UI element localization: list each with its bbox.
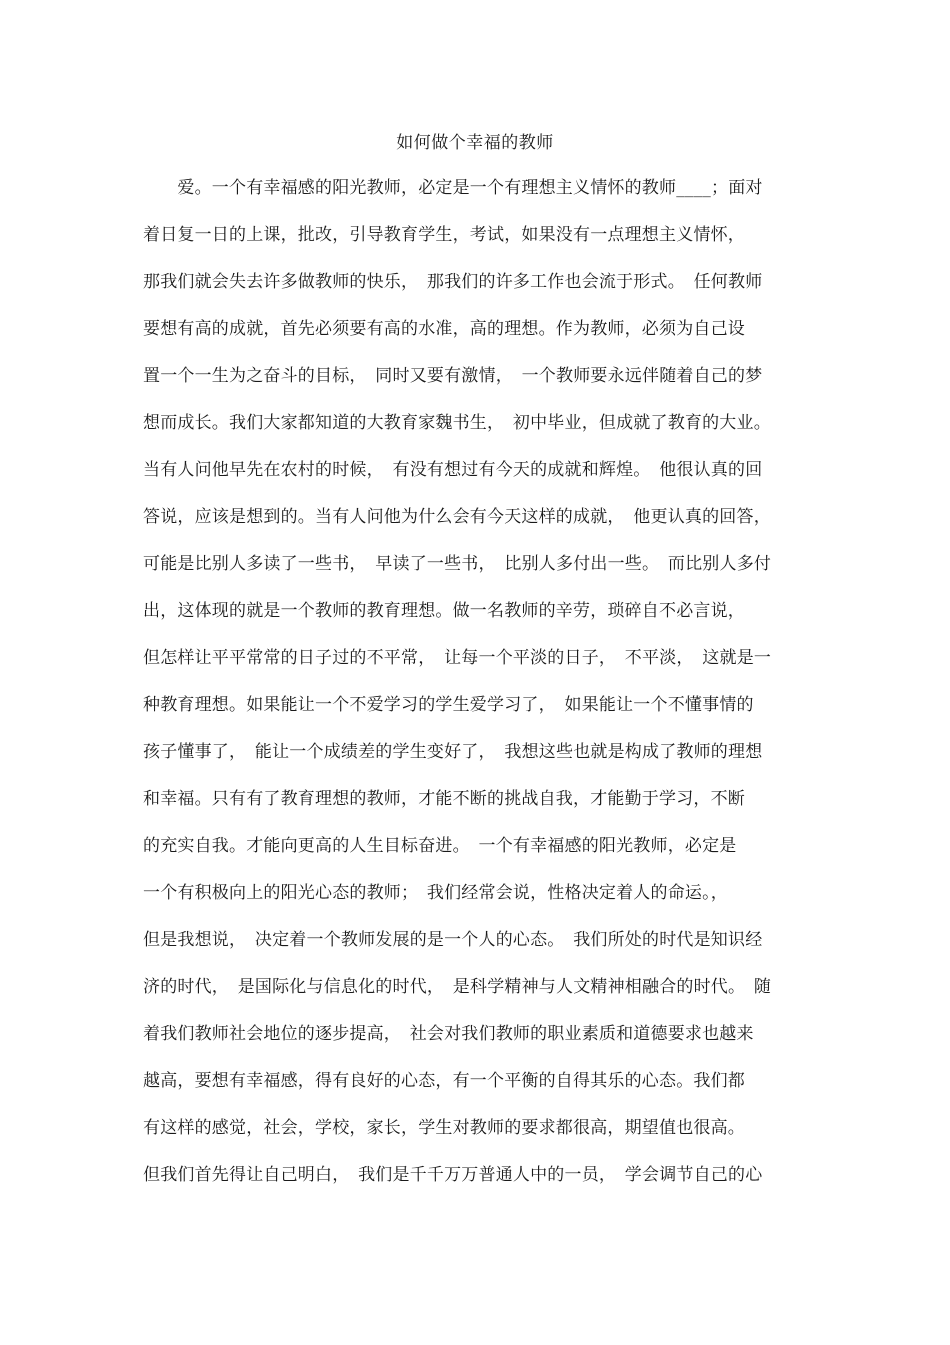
- body-line-10: 出，这体现的就是一个教师的教育理想。做一名教师的辛劳，琐碎自不必言说，: [143, 601, 745, 621]
- body-line-17: 但是我想说， 决定着一个教师发展的是一个人的心态。 我们所处的时代是知识经: [143, 930, 763, 950]
- body-line-22: 但我们首先得让自己明白， 我们是千千万万普通人中的一员， 学会调节自己的心: [143, 1165, 763, 1185]
- body-line-6: 想而成长。我们大家都知道的大教育家魏书生， 初中毕业，但成就了教育的大业。: [143, 413, 771, 433]
- document-title: 如何做个幸福的教师: [396, 133, 554, 153]
- body-line-5: 置一个一生为之奋斗的目标， 同时又要有激情， 一个教师要永远伴随着自己的梦: [143, 366, 763, 386]
- body-line-14: 和幸福。只有有了教育理想的教师，才能不断的挑战自我，才能勤于学习，不断: [143, 789, 745, 809]
- body-line-19: 着我们教师社会地位的逐步提高， 社会对我们教师的职业素质和道德要求也越来: [143, 1024, 754, 1044]
- body-line-1: 爱。一个有幸福感的阳光教师，必定是一个有理想主义情怀的教师____；面对: [143, 178, 763, 198]
- body-line-20: 越高，要想有幸福感，得有良好的心态，有一个平衡的自得其乐的心态。我们都: [143, 1071, 745, 1091]
- body-line-2: 着日复一日的上课，批改，引导教育学生，考试，如果没有一点理想主义情怀，: [143, 225, 745, 245]
- body-line-21: 有这样的感觉，社会，学校，家长，学生对教师的要求都很高，期望值也很高。: [143, 1118, 745, 1138]
- body-line-7: 当有人问他早先在农村的时候， 有没有想过有今天的成就和辉煌。 他很认真的回: [143, 460, 763, 480]
- body-line-11: 但怎样让平平常常的日子过的不平常， 让每一个平淡的日子， 不平淡， 这就是一: [143, 648, 772, 668]
- body-line-8: 答说，应该是想到的。当有人问他为什么会有今天这样的成就， 他更认真的回答，: [143, 507, 771, 527]
- body-line-16: 一个有积极向上的阳光心态的教师； 我们经常会说，性格决定着人的命运。，: [143, 883, 728, 903]
- body-line-18: 济的时代， 是国际化与信息化的时代， 是科学精神与人文精神相融合的时代。 随: [143, 977, 772, 997]
- body-line-4: 要想有高的成就，首先必须要有高的水准，高的理想。作为教师，必须为自己设: [143, 319, 745, 339]
- body-line-15: 的充实自我。才能向更高的人生目标奋进。 一个有幸福感的阳光教师，必定是: [143, 836, 737, 856]
- body-line-9: 可能是比别人多读了一些书， 早读了一些书， 比别人多付出一些。 而比别人多付: [143, 554, 772, 574]
- body-line-12: 种教育理想。如果能让一个不爱学习的学生爱学习了， 如果能让一个不懂事情的: [143, 695, 754, 715]
- body-line-3: 那我们就会失去许多做教师的快乐， 那我们的许多工作也会流于形式。 任何教师: [143, 272, 763, 292]
- body-line-13: 孩子懂事了， 能让一个成绩差的学生变好了， 我想这些也就是构成了教师的理想: [143, 742, 763, 762]
